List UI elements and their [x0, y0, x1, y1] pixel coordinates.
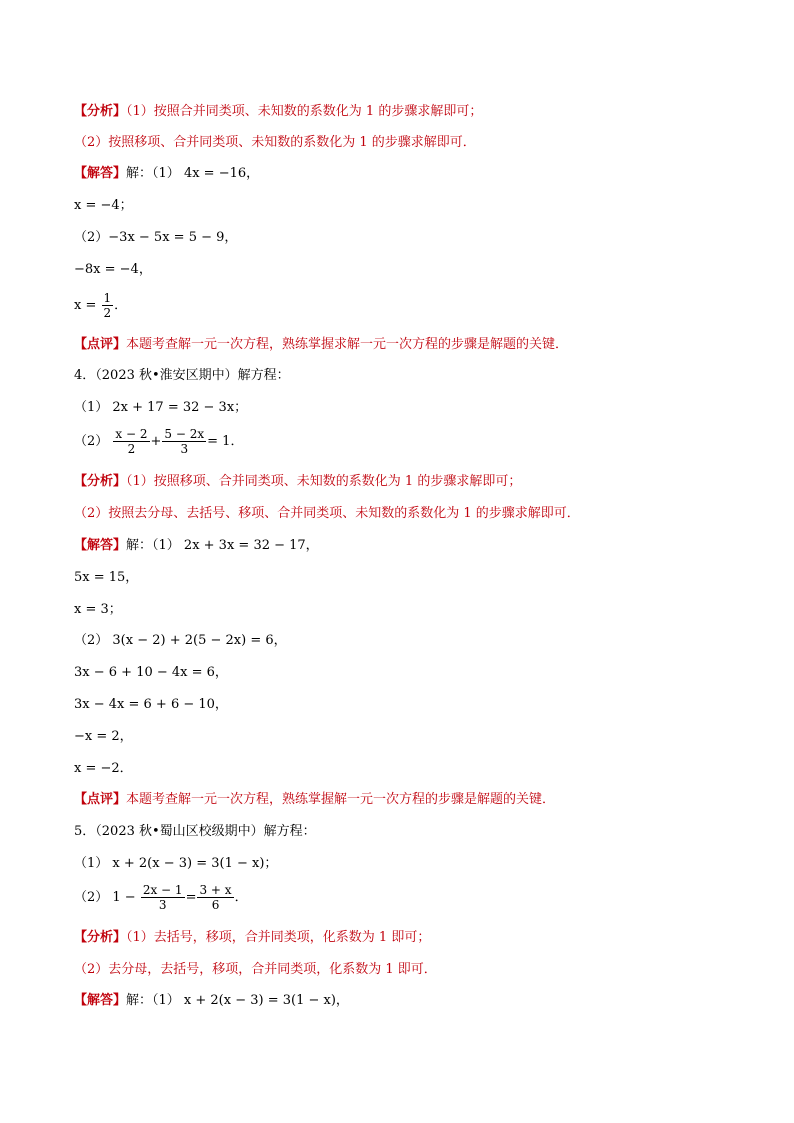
- p3-step-4: −8x = −4，: [74, 262, 152, 277]
- p5-title: 5．（2023 秋•蜀山区校级期中）解方程：: [74, 824, 316, 839]
- answer-tag: 【解答】: [74, 538, 127, 553]
- p5-analysis-1: [74, 929, 430, 947]
- p4-comment: [74, 791, 555, 809]
- numerator: 2x − 1: [142, 883, 183, 897]
- equals-sign: =: [185, 890, 197, 905]
- p3-step-2: x = −4；: [74, 198, 133, 213]
- fraction: [113, 427, 149, 456]
- equation: −3x − 5x = 5 − 9，: [108, 230, 238, 245]
- comment-text: 本题考查解一元一次方程，熟练掌握求解一元一次方程的步骤是解题的关键．: [126, 337, 569, 352]
- p3-step-3: [74, 229, 237, 247]
- denominator: 2: [127, 442, 136, 456]
- answer-lead: 解：（1） x + 2(x − 3) = 3(1 − x)，: [126, 993, 349, 1008]
- part-label: （2）: [74, 434, 109, 449]
- p4-step-1: 5x = 15，: [74, 570, 139, 585]
- p4-title: 4．（2023 秋•淮安区期中）解方程：: [74, 368, 290, 383]
- part-label: （2） 1 −: [74, 890, 136, 905]
- p5-question-1: （1） x + 2(x − 3) = 3(1 − x)；: [74, 856, 278, 871]
- p4-question-2: [74, 426, 243, 458]
- analysis-text: （1）按照移项、合并同类项、未知数的系数化为 1 的步骤求解即可；: [126, 474, 522, 489]
- fraction: [162, 427, 206, 456]
- part-label: （2）: [74, 230, 109, 245]
- analysis-tag: 【分析】: [74, 474, 127, 489]
- answer-lead: 解：（1）: [126, 166, 180, 181]
- p3-analysis-1: [74, 103, 482, 121]
- comment-tag: 【点评】: [74, 337, 127, 352]
- equation-left: x =: [74, 298, 97, 313]
- p4-answer-line: [74, 537, 319, 555]
- p3-step-5: [74, 290, 127, 322]
- answer-tag: 【解答】: [74, 993, 127, 1008]
- comment-tag: 【点评】: [74, 792, 127, 807]
- equation: 4x = −16，: [183, 166, 260, 181]
- numerator: 5 − 2x: [164, 427, 205, 441]
- p4-step-6: −x = 2，: [74, 729, 133, 744]
- p5-answer-line: [74, 992, 349, 1010]
- p4-step-5: 3x − 4x = 6 + 6 − 10，: [74, 697, 228, 712]
- p5-analysis-2: （2）去分母，去括号，移项，合并同类项，化系数为 1 即可．: [74, 962, 437, 977]
- p4-analysis-2: （2）按照去分母、去括号、移项、合并同类项、未知数的系数化为 1 的步骤求解即可．: [74, 506, 580, 521]
- p4-step-4: 3x − 6 + 10 − 4x = 6，: [74, 665, 228, 680]
- numerator: 1: [103, 291, 112, 305]
- analysis-tag: 【分析】: [74, 104, 127, 119]
- fraction: [197, 883, 233, 912]
- p4-step-3: （2） 3(x − 2) + 2(5 − 2x) = 6，: [74, 633, 287, 648]
- p3-analysis-2: （2）按照移项、合并同类项、未知数的系数化为 1 的步骤求解即可．: [74, 135, 476, 150]
- denominator: 3: [158, 898, 167, 912]
- analysis-text: （1）按照合并同类项、未知数的系数化为 1 的步骤求解即可；: [126, 104, 483, 119]
- denominator: 6: [211, 898, 220, 912]
- period: ．: [114, 298, 128, 313]
- p3-comment: [74, 336, 568, 354]
- fraction: [141, 883, 185, 912]
- p4-step-2: x = 3；: [74, 602, 122, 617]
- answer-tag: 【解答】: [74, 166, 127, 181]
- numerator: x − 2: [115, 427, 148, 441]
- plus-sign: +: [150, 434, 162, 449]
- p4-question-1: （1） 2x + 17 = 32 − 3x；: [74, 400, 248, 415]
- denominator: 3: [180, 442, 189, 456]
- p4-step-7: x = −2．: [74, 761, 133, 776]
- comment-text: 本题考查解一元一次方程，熟练掌握解一元一次方程的步骤是解题的关键．: [126, 792, 556, 807]
- numerator: 3 + x: [199, 883, 232, 897]
- fraction: [102, 291, 114, 320]
- equation-right: = 1．: [207, 434, 244, 449]
- p3-answer-line: [74, 165, 259, 183]
- p4-analysis-1: [74, 473, 521, 491]
- denominator: 2: [103, 306, 112, 320]
- analysis-tag: 【分析】: [74, 930, 127, 945]
- period: ．: [234, 890, 248, 905]
- answer-lead: 解：（1） 2x + 3x = 32 − 17，: [126, 538, 319, 553]
- p5-question-2: [74, 882, 248, 914]
- analysis-text: （1）去括号，移项，合并同类项，化系数为 1 即可；: [126, 930, 431, 945]
